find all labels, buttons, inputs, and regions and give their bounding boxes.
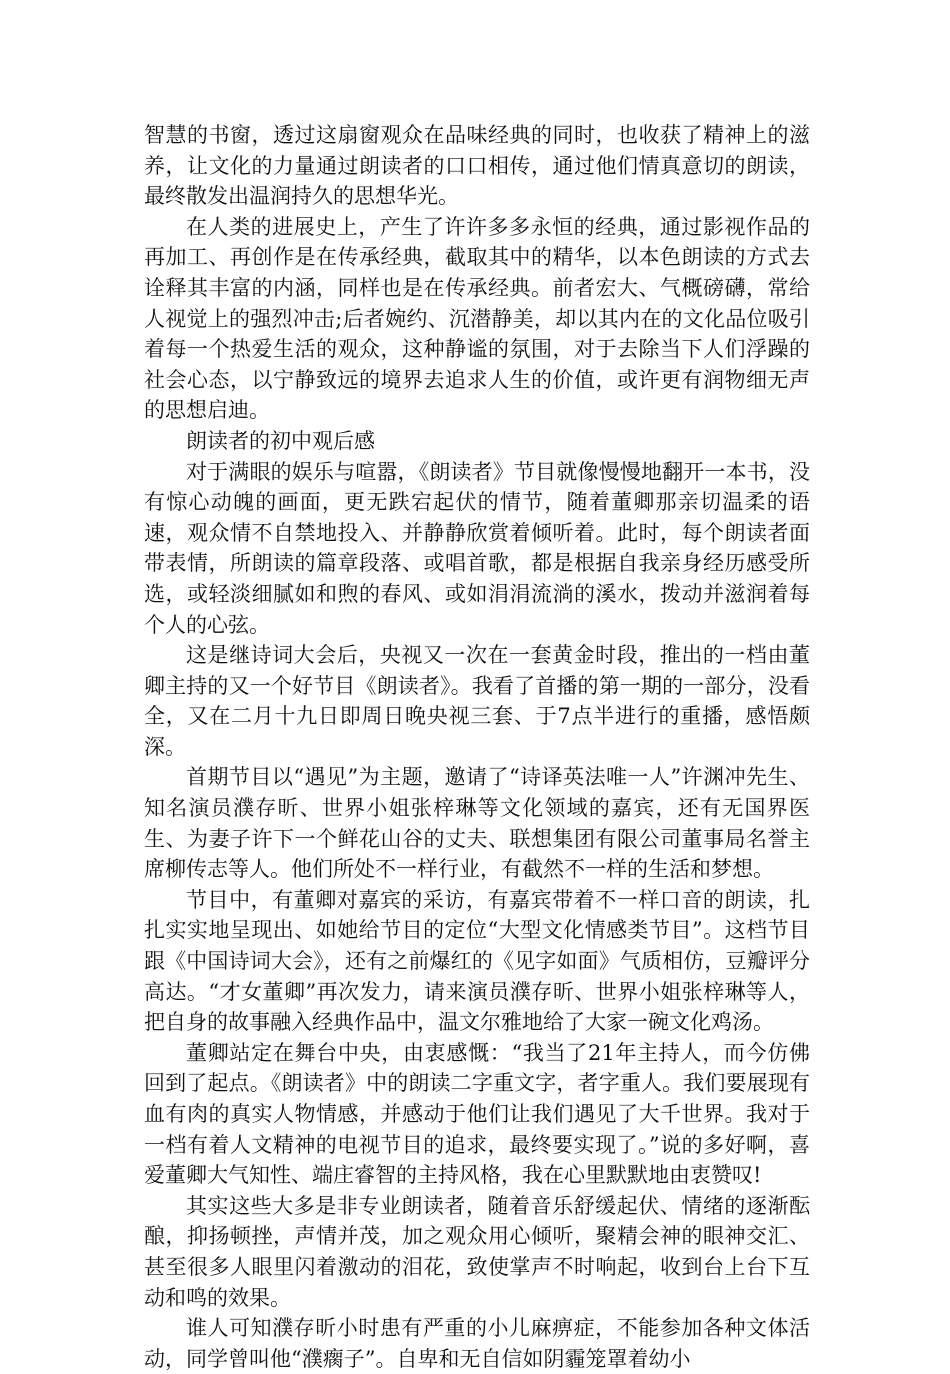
paragraph-first-episode: 首期节目以“遇见”为主题，邀请了“诗译英法唯一人”许渊冲先生、知名演员濮存昕、世界小姐张梓琳等文化领域的嘉宾，还有无国界医生、为妻子许下一个鲜花山谷的丈夫、联想集团有限公司董事局名誉主席柳传志等人。他们所处不一样行业，有截然不一样的生活和梦想。 (144, 765, 810, 882)
paragraph-program-intro: 对于满眼的娱乐与喧嚣，《朗读者》节目就像慢慢地翻开一本书，没有惊心动魄的画面，更无跌宕起伏的情节，随着董卿那亲切温柔的语速，观众情不自禁地投入、并静静欣赏着倾听着。此时，每个朗读者面带表情，所朗读的篇章段落、或唱首歌，都是根据自我亲身经历感受所选，或轻淡细腻如和煦的春风、或如涓涓流淌的溪水，拨动并滋润着每个人的心弦。 (144, 459, 810, 637)
paragraph-readers: 其实这些大多是非专业朗读者，随着音乐舒缓起伏、情绪的逐渐酝酿，抑扬顿挫，声情并茂，加之观众用心倾听，聚精会神的眼神交汇、甚至很多人眼里闪着激动的泪花，致使掌声不时响起，收到台上台下互动和鸣的效果。 (144, 1193, 810, 1310)
document-page (144, 120, 810, 1374)
paragraph-host-quote: 董卿站定在舞台中央，由衷感慨：“我当了21年主持人，而今仿佛回到了起点。《朗读者》中的朗读二字重文字，者字重人。我们要展现有血有肉的真实人物情感，并感动于他们让我们遇见了大千世界。我对于一档有着人文精神的电视节目的追求，最终要实现了。”说的多好啊，喜爱董卿大气知性、端庄睿智的主持风格，我在心里默默地由衷赞叹! (144, 1040, 810, 1188)
section-heading: 朗读者的初中观后感 (186, 428, 375, 453)
paragraph-continuation: 智慧的书窗，透过这扇窗观众在品味经典的同时，也收获了精神上的滋养，让文化的力量通过朗读者的口口相传，通过他们情真意切的朗读，最终散发出温润持久的思想华光。 (144, 123, 810, 209)
paragraph-program-content: 节目中，有董卿对嘉宾的采访，有嘉宾带着不一样口音的朗读，扎扎实实地呈现出、如她给节目的定位“大型文化情感类节目”。这档节目跟《中国诗词大会》，还有之前爆红的《见字如面》气质相仿，豆瓣评分高达。“才女董卿”再次发力，请来演员濮存昕、世界小姐张梓琳等人，把自身的故事融入经典作品中，温文尔雅地给了大家一碗文化鸡汤。 (144, 887, 810, 1035)
paragraph-classics: 在人类的进展史上，产生了许许多多永恒的经典，通过影视作品的再加工、再创作是在传承经典，截取其中的精华，以本色朗读的方式去诠释其丰富的内涵，同样也是在传承经典。前者宏大、气概磅礴，常给人视觉上的强烈冲击;后者婉约、沉潜静美，却以其内在的文化品位吸引着每一个热爱生活的观众，这种静谧的氛围，对于去除当下人们浮躁的社会心态，以宁静致远的境界去追求人生的价值，或许更有润物细无声的思想启迪。 (144, 214, 810, 423)
paragraph-pu-cunxin: 谁人可知濮存昕小时患有严重的小儿麻痹症，不能参加各种文体活动，同学曾叫他“濮瘸子”。自卑和无自信如阴霾笼罩着幼小 (144, 1316, 810, 1371)
paragraph-broadcast: 这是继诗词大会后，央视又一次在一套黄金时段，推出的一档由董卿主持的又一个好节目《朗读者》。我看了首播的第一期的一部分，没看全，又在二月十九日即周日晚央视三套、于7点半进行的重播，感悟颇深。 (144, 643, 810, 759)
